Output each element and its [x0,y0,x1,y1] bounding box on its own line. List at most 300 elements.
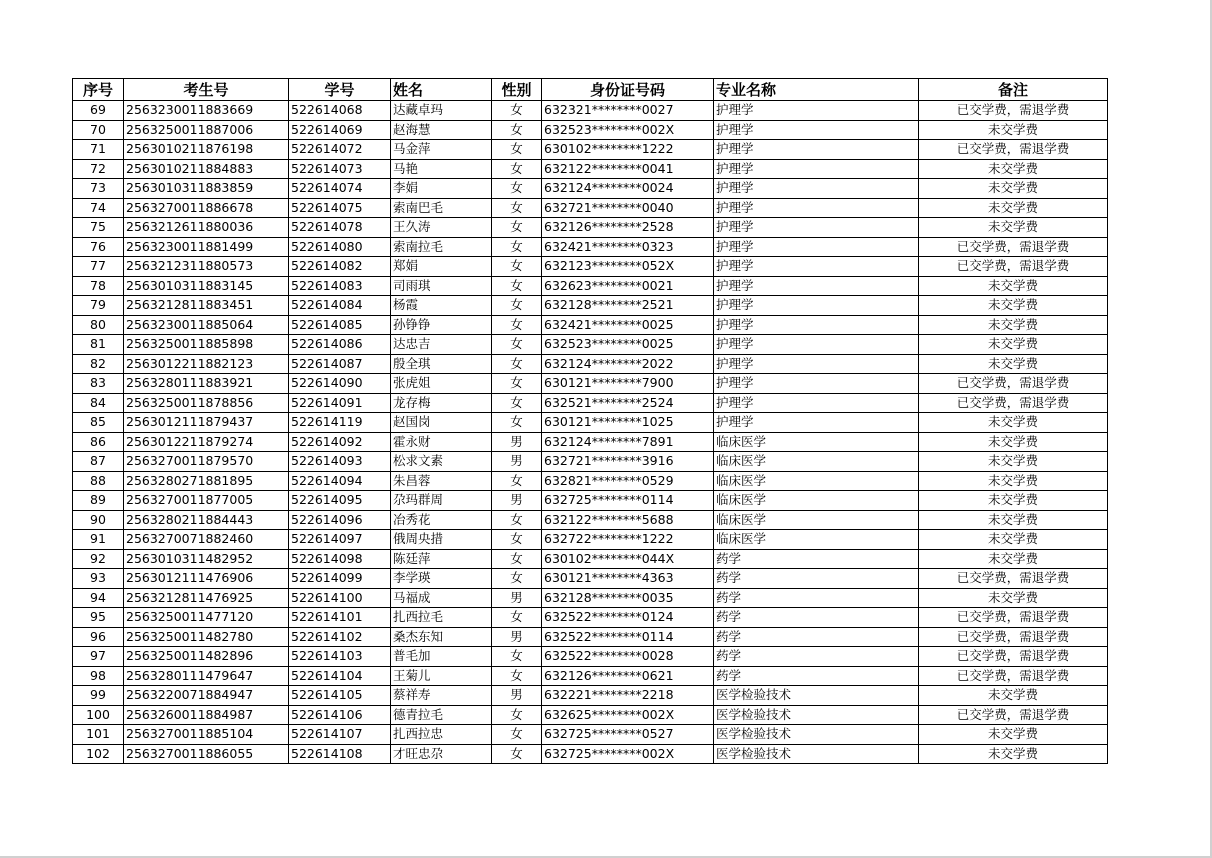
table-row [73,549,1108,569]
cell-remarks: 未交学费 [919,686,1108,706]
cell-exam-number: 2563270011879570 [124,452,289,472]
cell-major: 护理学 [714,218,919,238]
cell-major: 护理学 [714,179,919,199]
cell-exam-number: 2563012111476906 [124,569,289,589]
header-id-card: 身份证号码 [542,79,714,101]
cell-major: 护理学 [714,276,919,296]
cell-remarks: 未交学费 [919,198,1108,218]
table-row [73,296,1108,316]
cell-exam-number: 2563280211884443 [124,510,289,530]
cell-index: 99 [73,686,124,706]
cell-index: 79 [73,296,124,316]
cell-id-card: 632623********0021 [542,276,714,296]
cell-index: 73 [73,179,124,199]
table-row [73,257,1108,277]
cell-exam-number: 2563270011886055 [124,744,289,764]
cell-exam-number: 2563270011886678 [124,198,289,218]
cell-id-card: 630102********1222 [542,140,714,160]
cell-id-card: 630121********1025 [542,413,714,433]
cell-student-id: 522614097 [289,530,391,550]
cell-name: 赵海慧 [391,120,492,140]
cell-remarks: 已交学费，需退学费 [919,627,1108,647]
cell-remarks: 未交学费 [919,120,1108,140]
cell-major: 护理学 [714,354,919,374]
cell-gender: 女 [492,354,542,374]
cell-gender: 女 [492,413,542,433]
cell-id-card: 632522********0124 [542,608,714,628]
cell-id-card: 630121********7900 [542,374,714,394]
cell-exam-number: 2563010311482952 [124,549,289,569]
cell-index: 82 [73,354,124,374]
cell-name: 马艳 [391,159,492,179]
header-student-id: 学号 [289,79,391,101]
table-row [73,686,1108,706]
cell-major: 药学 [714,549,919,569]
cell-gender: 女 [492,374,542,394]
table-row [73,276,1108,296]
cell-major: 护理学 [714,101,919,121]
cell-id-card: 632421********0323 [542,237,714,257]
cell-remarks: 未交学费 [919,491,1108,511]
cell-gender: 男 [492,452,542,472]
cell-name: 索南拉毛 [391,237,492,257]
cell-id-card: 632124********7891 [542,432,714,452]
table-row [73,237,1108,257]
cell-index: 74 [73,198,124,218]
cell-exam-number: 2563280111479647 [124,666,289,686]
cell-gender: 女 [492,705,542,725]
cell-exam-number: 2563270071882460 [124,530,289,550]
cell-remarks: 已交学费，需退学费 [919,705,1108,725]
cell-index: 87 [73,452,124,472]
cell-major: 护理学 [714,257,919,277]
cell-remarks: 未交学费 [919,354,1108,374]
cell-index: 84 [73,393,124,413]
cell-student-id: 522614087 [289,354,391,374]
table-row [73,627,1108,647]
table-row [73,510,1108,530]
cell-remarks: 未交学费 [919,218,1108,238]
cell-name: 普毛加 [391,647,492,667]
cell-student-id: 522614080 [289,237,391,257]
cell-remarks: 已交学费，需退学费 [919,257,1108,277]
cell-gender: 女 [492,296,542,316]
cell-remarks: 已交学费，需退学费 [919,374,1108,394]
cell-id-card: 630121********4363 [542,569,714,589]
cell-exam-number: 2563012211879274 [124,432,289,452]
cell-id-card: 632523********002X [542,120,714,140]
cell-major: 药学 [714,627,919,647]
cell-gender: 女 [492,179,542,199]
cell-remarks: 已交学费，需退学费 [919,608,1108,628]
cell-id-card: 632421********0025 [542,315,714,335]
cell-gender: 女 [492,198,542,218]
cell-index: 94 [73,588,124,608]
cell-student-id: 522614084 [289,296,391,316]
cell-gender: 女 [492,647,542,667]
cell-gender: 男 [492,491,542,511]
cell-student-id: 522614107 [289,725,391,745]
cell-student-id: 522614075 [289,198,391,218]
table-row [73,666,1108,686]
cell-exam-number: 2563280271881895 [124,471,289,491]
cell-id-card: 630102********044X [542,549,714,569]
cell-id-card: 632522********0114 [542,627,714,647]
cell-index: 100 [73,705,124,725]
cell-name: 赵国岗 [391,413,492,433]
cell-index: 92 [73,549,124,569]
cell-id-card: 632123********052X [542,257,714,277]
cell-name: 德青拉毛 [391,705,492,725]
cell-name: 王菊儿 [391,666,492,686]
cell-index: 81 [73,335,124,355]
cell-id-card: 632128********0035 [542,588,714,608]
cell-index: 102 [73,744,124,764]
cell-remarks: 未交学费 [919,744,1108,764]
cell-remarks: 已交学费，需退学费 [919,666,1108,686]
cell-exam-number: 2563212611880036 [124,218,289,238]
table-row [73,608,1108,628]
cell-remarks: 未交学费 [919,510,1108,530]
cell-gender: 女 [492,569,542,589]
cell-major: 护理学 [714,120,919,140]
cell-id-card: 632725********002X [542,744,714,764]
cell-student-id: 522614069 [289,120,391,140]
cell-remarks: 未交学费 [919,296,1108,316]
table-body [73,101,1108,764]
cell-major: 护理学 [714,198,919,218]
cell-index: 96 [73,627,124,647]
cell-name: 马福成 [391,588,492,608]
cell-student-id: 522614068 [289,101,391,121]
cell-gender: 女 [492,530,542,550]
cell-remarks: 已交学费，需退学费 [919,101,1108,121]
cell-gender: 女 [492,237,542,257]
header-remarks: 备注 [919,79,1108,101]
cell-student-id: 522614100 [289,588,391,608]
cell-name: 索南巴毛 [391,198,492,218]
cell-exam-number: 2563250011878856 [124,393,289,413]
cell-major: 临床医学 [714,530,919,550]
cell-gender: 女 [492,666,542,686]
cell-name: 王久涛 [391,218,492,238]
cell-name: 龙存梅 [391,393,492,413]
cell-id-card: 632725********0114 [542,491,714,511]
cell-name: 朱昌蓉 [391,471,492,491]
cell-index: 90 [73,510,124,530]
cell-id-card: 632523********0025 [542,335,714,355]
cell-major: 护理学 [714,374,919,394]
table-row [73,471,1108,491]
cell-remarks: 未交学费 [919,432,1108,452]
cell-remarks: 未交学费 [919,549,1108,569]
cell-student-id: 522614108 [289,744,391,764]
cell-index: 86 [73,432,124,452]
cell-name: 杨霞 [391,296,492,316]
cell-index: 75 [73,218,124,238]
cell-remarks: 未交学费 [919,413,1108,433]
cell-index: 80 [73,315,124,335]
cell-exam-number: 2563230011881499 [124,237,289,257]
header-index: 序号 [73,79,124,101]
cell-major: 药学 [714,608,919,628]
cell-student-id: 522614072 [289,140,391,160]
cell-major: 护理学 [714,140,919,160]
cell-name: 张虎姐 [391,374,492,394]
table-row [73,413,1108,433]
cell-id-card: 632126********0621 [542,666,714,686]
cell-gender: 女 [492,549,542,569]
cell-exam-number: 2563270011885104 [124,725,289,745]
cell-id-card: 632122********0041 [542,159,714,179]
cell-id-card: 632521********2524 [542,393,714,413]
cell-name: 司雨琪 [391,276,492,296]
cell-name: 扎西拉忠 [391,725,492,745]
cell-exam-number: 2563010211876198 [124,140,289,160]
cell-student-id: 522614119 [289,413,391,433]
cell-remarks: 未交学费 [919,530,1108,550]
cell-gender: 女 [492,120,542,140]
cell-remarks: 未交学费 [919,276,1108,296]
cell-index: 89 [73,491,124,511]
cell-name: 殷全琪 [391,354,492,374]
cell-name: 蔡祥寿 [391,686,492,706]
cell-exam-number: 2563010311883859 [124,179,289,199]
table-row [73,120,1108,140]
cell-student-id: 522614092 [289,432,391,452]
cell-name: 陈廷萍 [391,549,492,569]
cell-exam-number: 2563212811883451 [124,296,289,316]
cell-id-card: 632124********2022 [542,354,714,374]
cell-exam-number: 2563012211882123 [124,354,289,374]
cell-gender: 女 [492,257,542,277]
table-row [73,432,1108,452]
cell-exam-number: 2563010211884883 [124,159,289,179]
cell-gender: 男 [492,588,542,608]
table-row [73,101,1108,121]
cell-student-id: 522614082 [289,257,391,277]
cell-student-id: 522614106 [289,705,391,725]
cell-gender: 男 [492,686,542,706]
table-row [73,588,1108,608]
cell-id-card: 632126********2528 [542,218,714,238]
table-row [73,198,1108,218]
cell-gender: 女 [492,335,542,355]
cell-student-id: 522614099 [289,569,391,589]
table-row [73,530,1108,550]
table-row [73,354,1108,374]
cell-exam-number: 2563230011883669 [124,101,289,121]
cell-remarks: 已交学费，需退学费 [919,569,1108,589]
header-name: 姓名 [391,79,492,101]
cell-student-id: 522614086 [289,335,391,355]
cell-id-card: 632124********0024 [542,179,714,199]
table-row [73,159,1108,179]
cell-student-id: 522614083 [289,276,391,296]
cell-name: 松求文素 [391,452,492,472]
table-row [73,335,1108,355]
cell-remarks: 未交学费 [919,335,1108,355]
cell-student-id: 522614094 [289,471,391,491]
cell-major: 护理学 [714,315,919,335]
cell-remarks: 已交学费，需退学费 [919,647,1108,667]
cell-student-id: 522614091 [289,393,391,413]
cell-major: 医学检验技术 [714,725,919,745]
cell-gender: 女 [492,159,542,179]
cell-id-card: 632722********1222 [542,530,714,550]
cell-exam-number: 2563250011477120 [124,608,289,628]
cell-exam-number: 2563250011887006 [124,120,289,140]
cell-major: 医学检验技术 [714,705,919,725]
cell-id-card: 632221********2218 [542,686,714,706]
cell-remarks: 未交学费 [919,471,1108,491]
cell-remarks: 未交学费 [919,315,1108,335]
cell-exam-number: 2563012111879437 [124,413,289,433]
cell-index: 97 [73,647,124,667]
cell-remarks: 已交学费，需退学费 [919,237,1108,257]
cell-exam-number: 2563010311883145 [124,276,289,296]
cell-exam-number: 2563212811476925 [124,588,289,608]
table-row [73,140,1108,160]
cell-major: 临床医学 [714,510,919,530]
cell-name: 马金萍 [391,140,492,160]
cell-student-id: 522614073 [289,159,391,179]
header-gender: 性别 [492,79,542,101]
cell-index: 70 [73,120,124,140]
table-row [73,393,1108,413]
cell-name: 尕玛群周 [391,491,492,511]
cell-index: 78 [73,276,124,296]
cell-major: 护理学 [714,335,919,355]
cell-id-card: 632128********2521 [542,296,714,316]
table-row [73,744,1108,764]
cell-gender: 女 [492,608,542,628]
cell-name: 冶秀花 [391,510,492,530]
cell-name: 李娟 [391,179,492,199]
table-row [73,315,1108,335]
cell-exam-number: 2563212311880573 [124,257,289,277]
cell-exam-number: 2563250011482780 [124,627,289,647]
cell-id-card: 632625********002X [542,705,714,725]
cell-student-id: 522614104 [289,666,391,686]
cell-major: 药学 [714,588,919,608]
cell-gender: 女 [492,471,542,491]
table-row [73,705,1108,725]
cell-index: 85 [73,413,124,433]
cell-major: 护理学 [714,393,919,413]
cell-name: 达藏卓玛 [391,101,492,121]
cell-index: 83 [73,374,124,394]
cell-name: 霍永财 [391,432,492,452]
cell-student-id: 522614096 [289,510,391,530]
cell-student-id: 522614105 [289,686,391,706]
cell-id-card: 632122********5688 [542,510,714,530]
table-row [73,452,1108,472]
cell-remarks: 未交学费 [919,725,1108,745]
cell-student-id: 522614101 [289,608,391,628]
cell-name: 孙铮铮 [391,315,492,335]
cell-student-id: 522614085 [289,315,391,335]
table-row [73,569,1108,589]
cell-major: 临床医学 [714,432,919,452]
cell-major: 医学检验技术 [714,686,919,706]
cell-name: 才旺忠尕 [391,744,492,764]
cell-remarks: 未交学费 [919,159,1108,179]
cell-index: 69 [73,101,124,121]
cell-exam-number: 2563250011885898 [124,335,289,355]
cell-id-card: 632721********3916 [542,452,714,472]
header-exam-number: 考生号 [124,79,289,101]
cell-major: 临床医学 [714,452,919,472]
cell-gender: 女 [492,276,542,296]
cell-major: 医学检验技术 [714,744,919,764]
cell-id-card: 632725********0527 [542,725,714,745]
table-row [73,725,1108,745]
cell-id-card: 632321********0027 [542,101,714,121]
cell-index: 93 [73,569,124,589]
cell-student-id: 522614098 [289,549,391,569]
cell-exam-number: 2563230011885064 [124,315,289,335]
cell-major: 药学 [714,647,919,667]
cell-gender: 男 [492,432,542,452]
cell-name: 李学瑛 [391,569,492,589]
cell-student-id: 522614090 [289,374,391,394]
cell-student-id: 522614102 [289,627,391,647]
cell-gender: 女 [492,393,542,413]
cell-major: 药学 [714,569,919,589]
table-row [73,179,1108,199]
cell-index: 77 [73,257,124,277]
table-row [73,647,1108,667]
cell-exam-number: 2563220071884947 [124,686,289,706]
cell-exam-number: 2563270011877005 [124,491,289,511]
cell-gender: 女 [492,218,542,238]
table-row [73,491,1108,511]
cell-remarks: 未交学费 [919,452,1108,472]
cell-major: 临床医学 [714,491,919,511]
cell-id-card: 632821********0529 [542,471,714,491]
cell-remarks: 已交学费，需退学费 [919,140,1108,160]
cell-id-card: 632522********0028 [542,647,714,667]
cell-name: 郑娟 [391,257,492,277]
cell-name: 桑杰东知 [391,627,492,647]
cell-remarks: 未交学费 [919,588,1108,608]
cell-remarks: 已交学费，需退学费 [919,393,1108,413]
table-row [73,218,1108,238]
cell-gender: 女 [492,140,542,160]
cell-exam-number: 2563280111883921 [124,374,289,394]
cell-student-id: 522614095 [289,491,391,511]
cell-name: 扎西拉毛 [391,608,492,628]
cell-index: 95 [73,608,124,628]
student-table [72,78,1108,764]
cell-index: 88 [73,471,124,491]
cell-gender: 女 [492,101,542,121]
cell-major: 护理学 [714,237,919,257]
cell-gender: 女 [492,725,542,745]
cell-exam-number: 2563260011884987 [124,705,289,725]
cell-gender: 女 [492,510,542,530]
cell-gender: 男 [492,627,542,647]
cell-student-id: 522614103 [289,647,391,667]
cell-index: 98 [73,666,124,686]
cell-gender: 女 [492,315,542,335]
cell-index: 71 [73,140,124,160]
cell-student-id: 522614074 [289,179,391,199]
cell-index: 101 [73,725,124,745]
cell-major: 药学 [714,666,919,686]
cell-major: 护理学 [714,296,919,316]
